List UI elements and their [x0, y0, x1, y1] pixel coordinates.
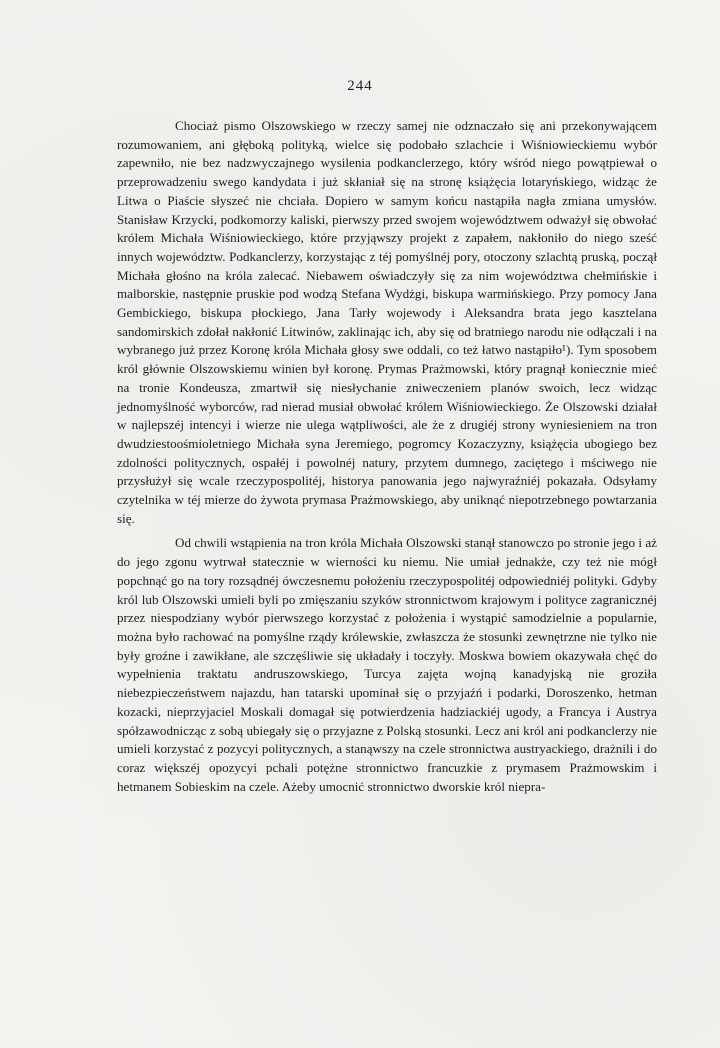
- paragraph-2: Od chwili wstąpienia na tron króla Michała Olszowski stanął stanowczo po stronie jego i aż do jego zgonu wytrwał statecznie w wierności ku niemu. Nie umiał jednakże, czy też nie mógł popchnąć go na tory rozsądnéj ówczesnemu położeniu rzeczypospolitéj odpowiedniéj polityki. Gdyby król lub Olszowski umieli byli po zmięszaniu szyków stronnictwom krajowym i polityce zagranicznéj przez niespodziany wybór pierwszego korzystać z położenia i wystąpić samodzielnie a popularnie, można było rachować na pomyślne rządy królewskie, zwłaszcza że stosunki zewnętrzne nie tylko nie były groźne i zawikłane, ale szczęśliwie się układały i toczyły. Moskwa bowiem okazywała chęć do wypełnienia traktatu andruszowskiego, Turcya zajęta wojną kanadyjską nie groziła niebezpieczeństwem najazdu, han tatarski upominał się o przyjaźń i podarki, Doroszenko, hetman kozacki, nieprzyjaciel Moskali domagał się potwierdzenia hadziackiéj ugody, a Francya i Austrya spółzawodnicząc z sobą ubiegały się o przyjazne z Polską stosunki. Lecz ani król ani podkanclerzy nie umieli korzystać z pozycyi politycznych, a stanąwszy na czele stronnictwa austryackiego, drażnili i do coraz większéj opozycyi pchali potężne stronnictwo francuzkie z prymasem Prażmowskim i hetmanem Sobieskim na czele. Ażeby umocnić stronnictwo dworskie król niepra-: [117, 535, 657, 794]
- body-text: [117, 117, 657, 796]
- paragraph-1: Chociaż pismo Olszowskiego w rzeczy samej nie odznaczało się ani przekonywającem rozumowaniem, ani głęboką polityką, wielce się podobało szlachcie i Wiśniowieckiemu wybór zapewniło, nie bez nadzwyczajnego wysilenia podkanclerzego, który wśród niego powątpiewał o przeprowadzeniu swego kandydata i już skłaniał się na stronę książęcia lotaryńskiego, widząc że Litwa o Piaście słyszeć nie chciała. Dopiero w samym końcu nastąpiła nagła zmiana umysłów. Stanisław Krzycki, podkomorzy kaliski, pierwszy przed swojem województwem odważył się obwołać królem Michała Wiśniowieckiego, które przyjąwszy projekt z zapałem, nakłoniło do niego sześć innych województw. Podkanclerzy, korzystając z téj pomyślnéj pory, otoczony szlachtą pruską, począł Michała głośno na króla zalecać. Niebawem oświadczyły się za nim województwa chełmińskie i malborskie, następnie pruskie pod wodzą Stefana Wydżgi, biskupa warmińskiego. Przy pomocy Jana Gembickiego, biskupa płockiego, Jana Tarły wojewody i Aleksandra brata jego kasztelana sandomirskich zdołał nakłonić Litwinów, zaklinając ich, aby się od bratniego narodu nie odłączali i na wybranego już przez Koronę króla Michała głosy swe oddali, co też łatwo nastąpiło¹). Tym sposobem król głównie Olszowskiemu winien był koronę. Prymas Prażmowski, który pragnął koniecznie mieć na tronie Kondeusza, zmartwił się niesłychanie zniweczeniem planów swoich, lecz widząc jednomyślność wyborców, rad nierad musiał obwołać królem Wiśniowieckiego. Że Olszowski działał w najlepszéj intencyi i wierze nie ulega wątpliwości, ale że z drugiéj strony wyniesieniem na tron dwudziestoośmioletniego Michała syna Jeremiego, pogromcy Kozaczyzny, książęcia ubogiego bez zdolności politycznych, ospałéj i powolnéj natury, przytem dumnego, zaciętego i mściwego nie przysłużył się wcale rzeczypospolitéj, historya panowania jego najwyraźniéj pokazała. Odsyłamy czytelnika w téj mierze do żywota prymasa Prażmowskiego, aby uniknąć niepotrzebnego powtarzania się.: [117, 118, 657, 526]
- page-number: 244: [347, 78, 373, 94]
